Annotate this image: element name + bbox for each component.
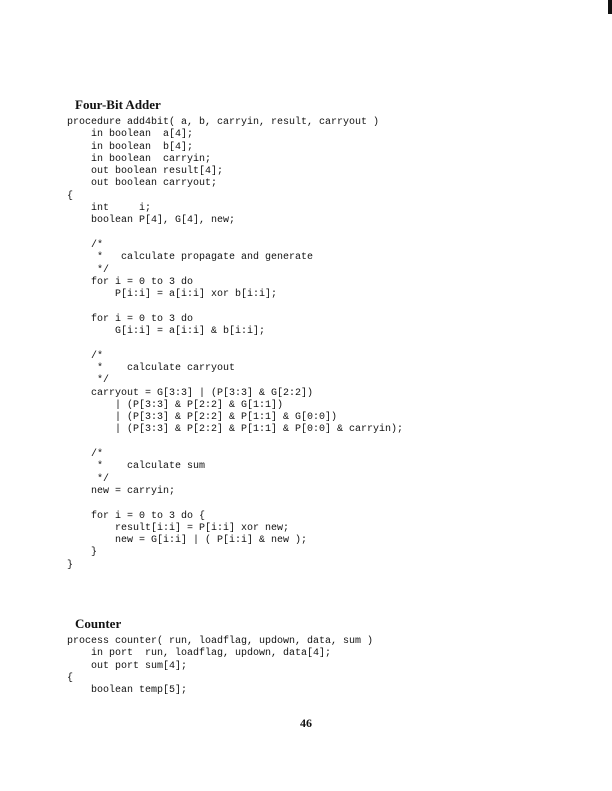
code-line: /* (67, 239, 104, 251)
code-line: out boolean result[4]; (67, 166, 224, 178)
code-line: in port run, loadflag, updown, data[4]; (67, 648, 332, 660)
code-line: result[i:i] = P[i:i] xor new; (67, 522, 290, 534)
code-line: | (P[3:3] & P[2:2] & P[1:1] & P[0:0] & carryin); (67, 424, 404, 436)
section-title-counter: Counter (75, 616, 122, 631)
code-line: out boolean carryout; (67, 178, 218, 190)
page-number: 46 (300, 716, 312, 730)
code-line: out port sum[4]; (67, 660, 188, 672)
code-line: { (67, 190, 74, 202)
code-line (67, 338, 403, 350)
code-line: */ (67, 375, 110, 387)
code-line: in boolean carryin; (67, 153, 212, 165)
code-line: for i = 0 to 3 do (67, 313, 194, 325)
code-line: process counter( run, loadflag, updown, data, sum ) (67, 636, 374, 647)
code-line: * calculate carryout (67, 362, 236, 374)
code-line: /* (67, 350, 104, 362)
code-line: P[i:i] = a[i:i] xor b[i:i]; (67, 289, 278, 301)
code-line: boolean P[4], G[4], new; (67, 215, 236, 227)
code-line: new = G[i:i] | ( P[i:i] & new ); (67, 535, 308, 547)
code-line: procedure add4bit( a, b, carryin, result, carryout ) (67, 117, 380, 128)
code-line: for i = 0 to 3 do { (67, 510, 206, 522)
code-line: carryout = G[3:3] | (P[3:3] & G[2:2]) (67, 387, 314, 399)
page-edge-mark (608, 0, 612, 14)
code-line: boolean temp[5]; (67, 685, 188, 697)
section-title-four-bit-adder: Four-Bit Adder (75, 97, 161, 112)
code-line: int i; (67, 203, 152, 215)
code-line: } (67, 559, 74, 571)
code-line: G[i:i] = a[i:i] & b[i:i]; (67, 326, 266, 338)
code-line: /* (67, 449, 104, 461)
code-line: for i = 0 to 3 do (67, 276, 194, 288)
code-line (67, 498, 403, 510)
code-line: { (67, 672, 74, 684)
code-line: new = carryin; (67, 485, 176, 497)
code-line: | (P[3:3] & P[2:2] & P[1:1] & G[0:0]) (67, 412, 338, 424)
code-block-counter (67, 636, 373, 697)
code-line (67, 301, 403, 313)
code-line: * calculate sum (67, 461, 206, 473)
code-block-four-bit-adder (67, 117, 403, 572)
code-line: */ (67, 264, 110, 276)
code-line: */ (67, 473, 110, 485)
code-line: } (67, 547, 98, 559)
code-line: | (P[3:3] & P[2:2] & G[1:1]) (67, 399, 284, 411)
code-line: in boolean a[4]; (67, 129, 194, 141)
code-line: * calculate propagate and generate (67, 252, 314, 264)
code-line (67, 437, 403, 449)
code-line: in boolean b[4]; (67, 141, 194, 153)
code-line (67, 228, 403, 240)
